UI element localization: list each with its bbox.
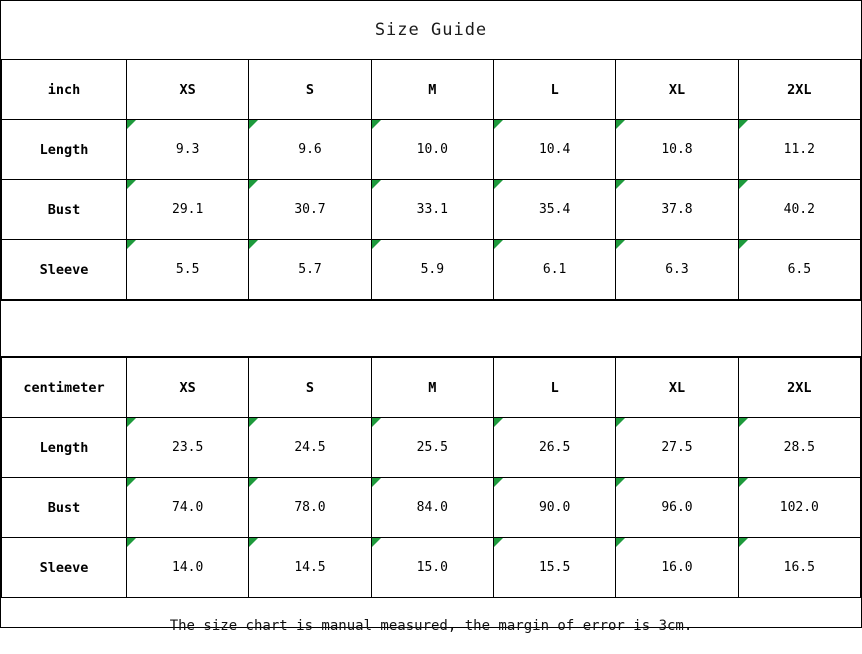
cell-bust-l: 35.4 [493, 180, 615, 240]
table-header-row [2, 358, 861, 418]
cell-bust-xs: 74.0 [127, 478, 249, 538]
table-row [2, 120, 861, 180]
cell-sleeve-xl: 16.0 [616, 538, 738, 598]
cell-length-l: 26.5 [493, 418, 615, 478]
cell-length-xs: 23.5 [127, 418, 249, 478]
row-label-sleeve: Sleeve [2, 240, 127, 300]
table-separator [1, 300, 861, 357]
cell-sleeve-m: 15.0 [371, 538, 493, 598]
cell-bust-xs: 29.1 [127, 180, 249, 240]
size-header-xs: XS [127, 60, 249, 120]
cell-sleeve-l: 6.1 [493, 240, 615, 300]
row-label-length: Length [2, 418, 127, 478]
unit-label-centimeter: centimeter [2, 358, 127, 418]
table-row [2, 180, 861, 240]
cell-bust-2xl: 40.2 [738, 180, 860, 240]
row-label-length: Length [2, 120, 127, 180]
cell-length-2xl: 11.2 [738, 120, 860, 180]
cell-bust-s: 30.7 [249, 180, 371, 240]
cell-sleeve-s: 5.7 [249, 240, 371, 300]
unit-label-inch: inch [2, 60, 127, 120]
row-label-bust: Bust [2, 478, 127, 538]
cell-sleeve-l: 15.5 [493, 538, 615, 598]
table-row [2, 538, 861, 598]
size-header-m: M [371, 358, 493, 418]
cell-length-xl: 27.5 [616, 418, 738, 478]
cell-length-xl: 10.8 [616, 120, 738, 180]
cell-length-s: 9.6 [249, 120, 371, 180]
cell-sleeve-m: 5.9 [371, 240, 493, 300]
cell-bust-xl: 96.0 [616, 478, 738, 538]
size-header-xs: XS [127, 358, 249, 418]
cell-length-2xl: 28.5 [738, 418, 860, 478]
cell-sleeve-2xl: 6.5 [738, 240, 860, 300]
cell-length-xs: 9.3 [127, 120, 249, 180]
table-row [2, 418, 861, 478]
size-header-xl: XL [616, 60, 738, 120]
size-header-l: L [493, 358, 615, 418]
size-table-inch [1, 59, 861, 300]
cell-sleeve-xl: 6.3 [616, 240, 738, 300]
size-header-s: S [249, 60, 371, 120]
cell-bust-s: 78.0 [249, 478, 371, 538]
footer-note: The size chart is manual measured, the margin of error is 3cm. [169, 618, 693, 634]
size-table-centimeter [1, 357, 861, 598]
cell-sleeve-2xl: 16.5 [738, 538, 860, 598]
table-row [2, 478, 861, 538]
cell-sleeve-xs: 5.5 [127, 240, 249, 300]
cell-length-m: 10.0 [371, 120, 493, 180]
cell-length-s: 24.5 [249, 418, 371, 478]
cell-bust-l: 90.0 [493, 478, 615, 538]
row-label-bust: Bust [2, 180, 127, 240]
page-title: Size Guide [374, 20, 488, 40]
size-header-xl: XL [616, 358, 738, 418]
table-header-row [2, 60, 861, 120]
size-header-m: M [371, 60, 493, 120]
cell-length-m: 25.5 [371, 418, 493, 478]
cell-bust-xl: 37.8 [616, 180, 738, 240]
size-header-2xl: 2XL [738, 60, 860, 120]
cell-bust-m: 84.0 [371, 478, 493, 538]
cell-sleeve-s: 14.5 [249, 538, 371, 598]
cell-sleeve-xs: 14.0 [127, 538, 249, 598]
size-header-l: L [493, 60, 615, 120]
table-row [2, 240, 861, 300]
cell-bust-2xl: 102.0 [738, 478, 860, 538]
size-header-s: S [249, 358, 371, 418]
size-header-2xl: 2XL [738, 358, 860, 418]
cell-bust-m: 33.1 [371, 180, 493, 240]
row-label-sleeve: Sleeve [2, 538, 127, 598]
cell-length-l: 10.4 [493, 120, 615, 180]
